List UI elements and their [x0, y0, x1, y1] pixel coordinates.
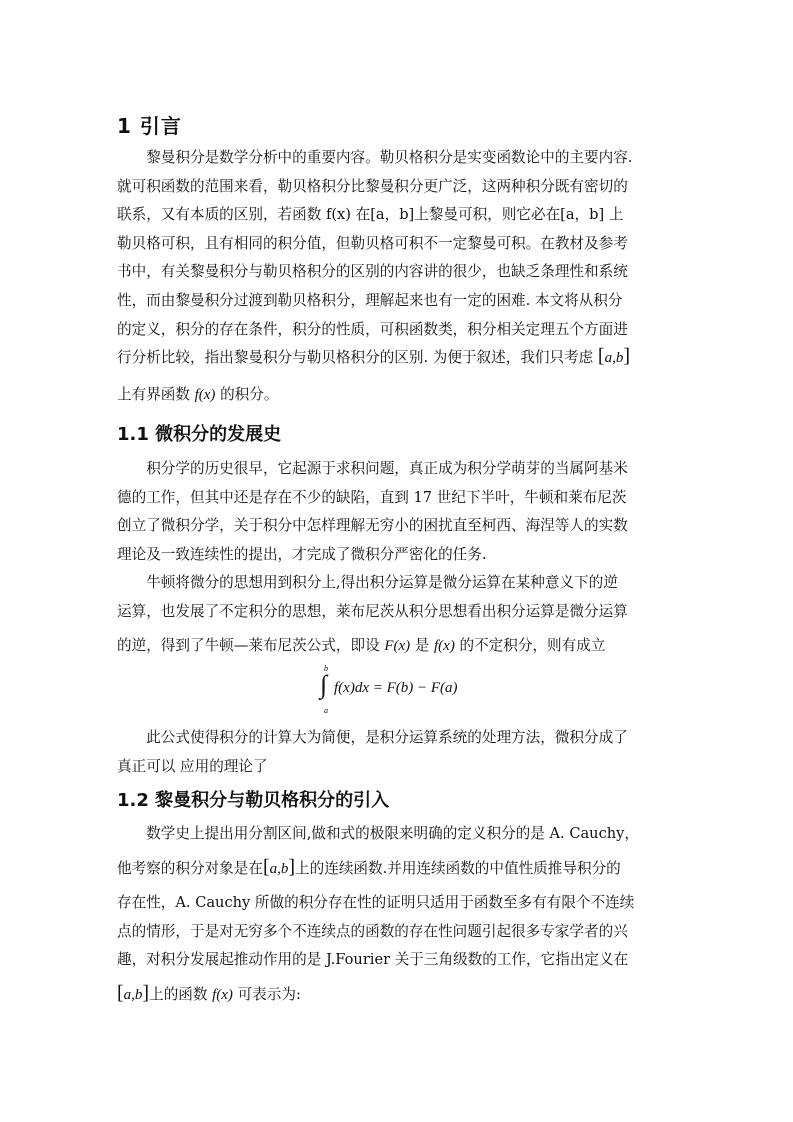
- paragraph-line: 德的工作，但其中还是存在不少的缺陷，直到 17 世纪下半叶，牛顿和莱布尼茨: [117, 488, 627, 506]
- paragraph-line: 数学史上提出用分割区间,做和式的极限来明确的定义积分的是 A. Cauchy，: [146, 825, 639, 842]
- paragraph-text: 的不定积分，则有成立: [454, 637, 606, 655]
- interval-math: a,b: [123, 986, 143, 1003]
- paragraph-line: [117, 981, 677, 1010]
- interval-bracket: [: [597, 345, 605, 368]
- section-1-2-paragraph: [117, 820, 677, 1010]
- interval-bracket: ]: [623, 345, 631, 368]
- paragraph-text: 他考察的积分对象是在: [117, 859, 263, 877]
- section-1-2-heading: 1.2 黎曼积分与勒贝格积分的引入: [117, 790, 390, 811]
- function-math: f(x): [194, 386, 216, 403]
- paragraph-line: 牛顿将微分的思想用到积分上,得出积分运算是微分运算在某种意义下的逆: [146, 574, 618, 591]
- paragraph-line: 创立了微积分学，关于积分中怎样理解无穷小的困扰直至柯西、海涅等人的实数: [117, 517, 628, 535]
- paragraph-line: [117, 344, 677, 373]
- paragraph-line: 勒贝格可积，且有相同的积分值，但勒贝格可积不一定黎曼可积。在教材及参考: [117, 234, 628, 252]
- paragraph-line: 趣，对积分发展起推动作用的是 J.Fourier 关于三角级数的工作，它指出定义在: [117, 951, 629, 969]
- paragraph-line: 性，而由黎曼积分过渡到勒贝格积分，理解起来也有一定的困难. 本文将从积分: [117, 291, 623, 309]
- paragraph-text: 上的函数: [149, 985, 213, 1003]
- paragraph-line: 积分学的历史很早，它起源于求积问题，真正成为积分学萌芽的当属阿基米: [146, 460, 628, 477]
- paragraph-text: 的积分。: [215, 385, 279, 403]
- function-math: f(x): [212, 986, 233, 1003]
- paragraph-text: 上有界函数: [117, 385, 195, 403]
- integral-sign-icon: ∫: [320, 670, 328, 699]
- paragraph-text: 是: [410, 637, 435, 655]
- paragraph-line: 存在性，A. Cauchy 所做的积分存在性的证明只适用于函数至多有有限个不连续: [117, 894, 635, 912]
- section-1-paragraph: [117, 144, 677, 409]
- paragraph-line: 联系，又有本质的区别，若函数 f(x) 在[a，b]上黎曼可积，则它必在[a，b] 上: [117, 206, 624, 224]
- paragraph-line: 理论及一致连续性的提出，才完成了微积分严密化的任务.: [117, 545, 487, 563]
- section-1-1-heading: 1.1 微积分的发展史: [117, 424, 282, 445]
- interval-bracket: ]: [142, 981, 150, 1004]
- interval-math: a,b: [604, 350, 624, 367]
- section-1-1-paragraph-3: [117, 724, 677, 781]
- paragraph-line: 就可积函数的范围来看，勒贝格积分比黎曼积分更广泛，这两种积分既有密切的: [117, 177, 628, 195]
- formula-expression: f(x)dx = F(b) − F(a): [334, 680, 458, 696]
- paragraph-line: 此公式使得积分的计算大为简便，是积分运算系统的处理方法，微积分成了: [146, 729, 628, 746]
- interval-bracket: ]: [288, 855, 296, 878]
- section-1-heading: 1 引言: [117, 114, 182, 138]
- newton-leibniz-formula: [320, 664, 480, 720]
- paragraph-line: [117, 381, 677, 410]
- interval-bracket: [: [262, 855, 270, 878]
- paragraph-line: 点的情形，于是对无穷多个不连续点的函数的存在性问题引起很多专家学者的兴: [117, 922, 628, 940]
- paragraph-line: 真正可以 应用的理论了: [117, 757, 268, 775]
- paragraph-line: [117, 632, 677, 661]
- integral-lower-bound: a: [324, 706, 328, 715]
- paragraph-line: 运算，也发展了不定积分的思想，莱布尼茨从积分思想看出积分运算是微分运算: [117, 602, 628, 620]
- function-math: F(x): [384, 638, 411, 655]
- paragraph-line: 的定义，积分的存在条件，积分的性质，可积函数类，积分相关定理五个方面进: [117, 320, 628, 338]
- paragraph-text: 上的连续函数.并用连续函数的中值性质推导积分的: [295, 859, 621, 877]
- paragraph-line: 书中，有关黎曼积分与勒贝格积分的区别的内容讲的很少，也缺乏条理性和系统: [117, 263, 628, 281]
- section-1-1-paragraph-1: [117, 455, 677, 569]
- interval-bracket: [: [117, 981, 124, 1004]
- paragraph-line: 黎曼积分是数学分析中的重要内容。勒贝格积分是实变函数论中的主要内容.: [146, 149, 633, 166]
- integral-upper-bound: b: [324, 664, 328, 673]
- function-math: f(x): [434, 638, 455, 655]
- paragraph-text: 可表示为:: [232, 985, 301, 1003]
- section-1-1-paragraph-2: [117, 569, 677, 661]
- interval-math: a,b: [269, 860, 289, 877]
- paragraph-text: 的逆，得到了牛顿—莱布尼茨公式，即设: [117, 637, 385, 655]
- paragraph-line: [117, 855, 677, 884]
- paragraph-text: 行分析比较，指出黎曼积分与勒贝格积分的区别. 为便于叙述，我们只考虑: [117, 349, 594, 367]
